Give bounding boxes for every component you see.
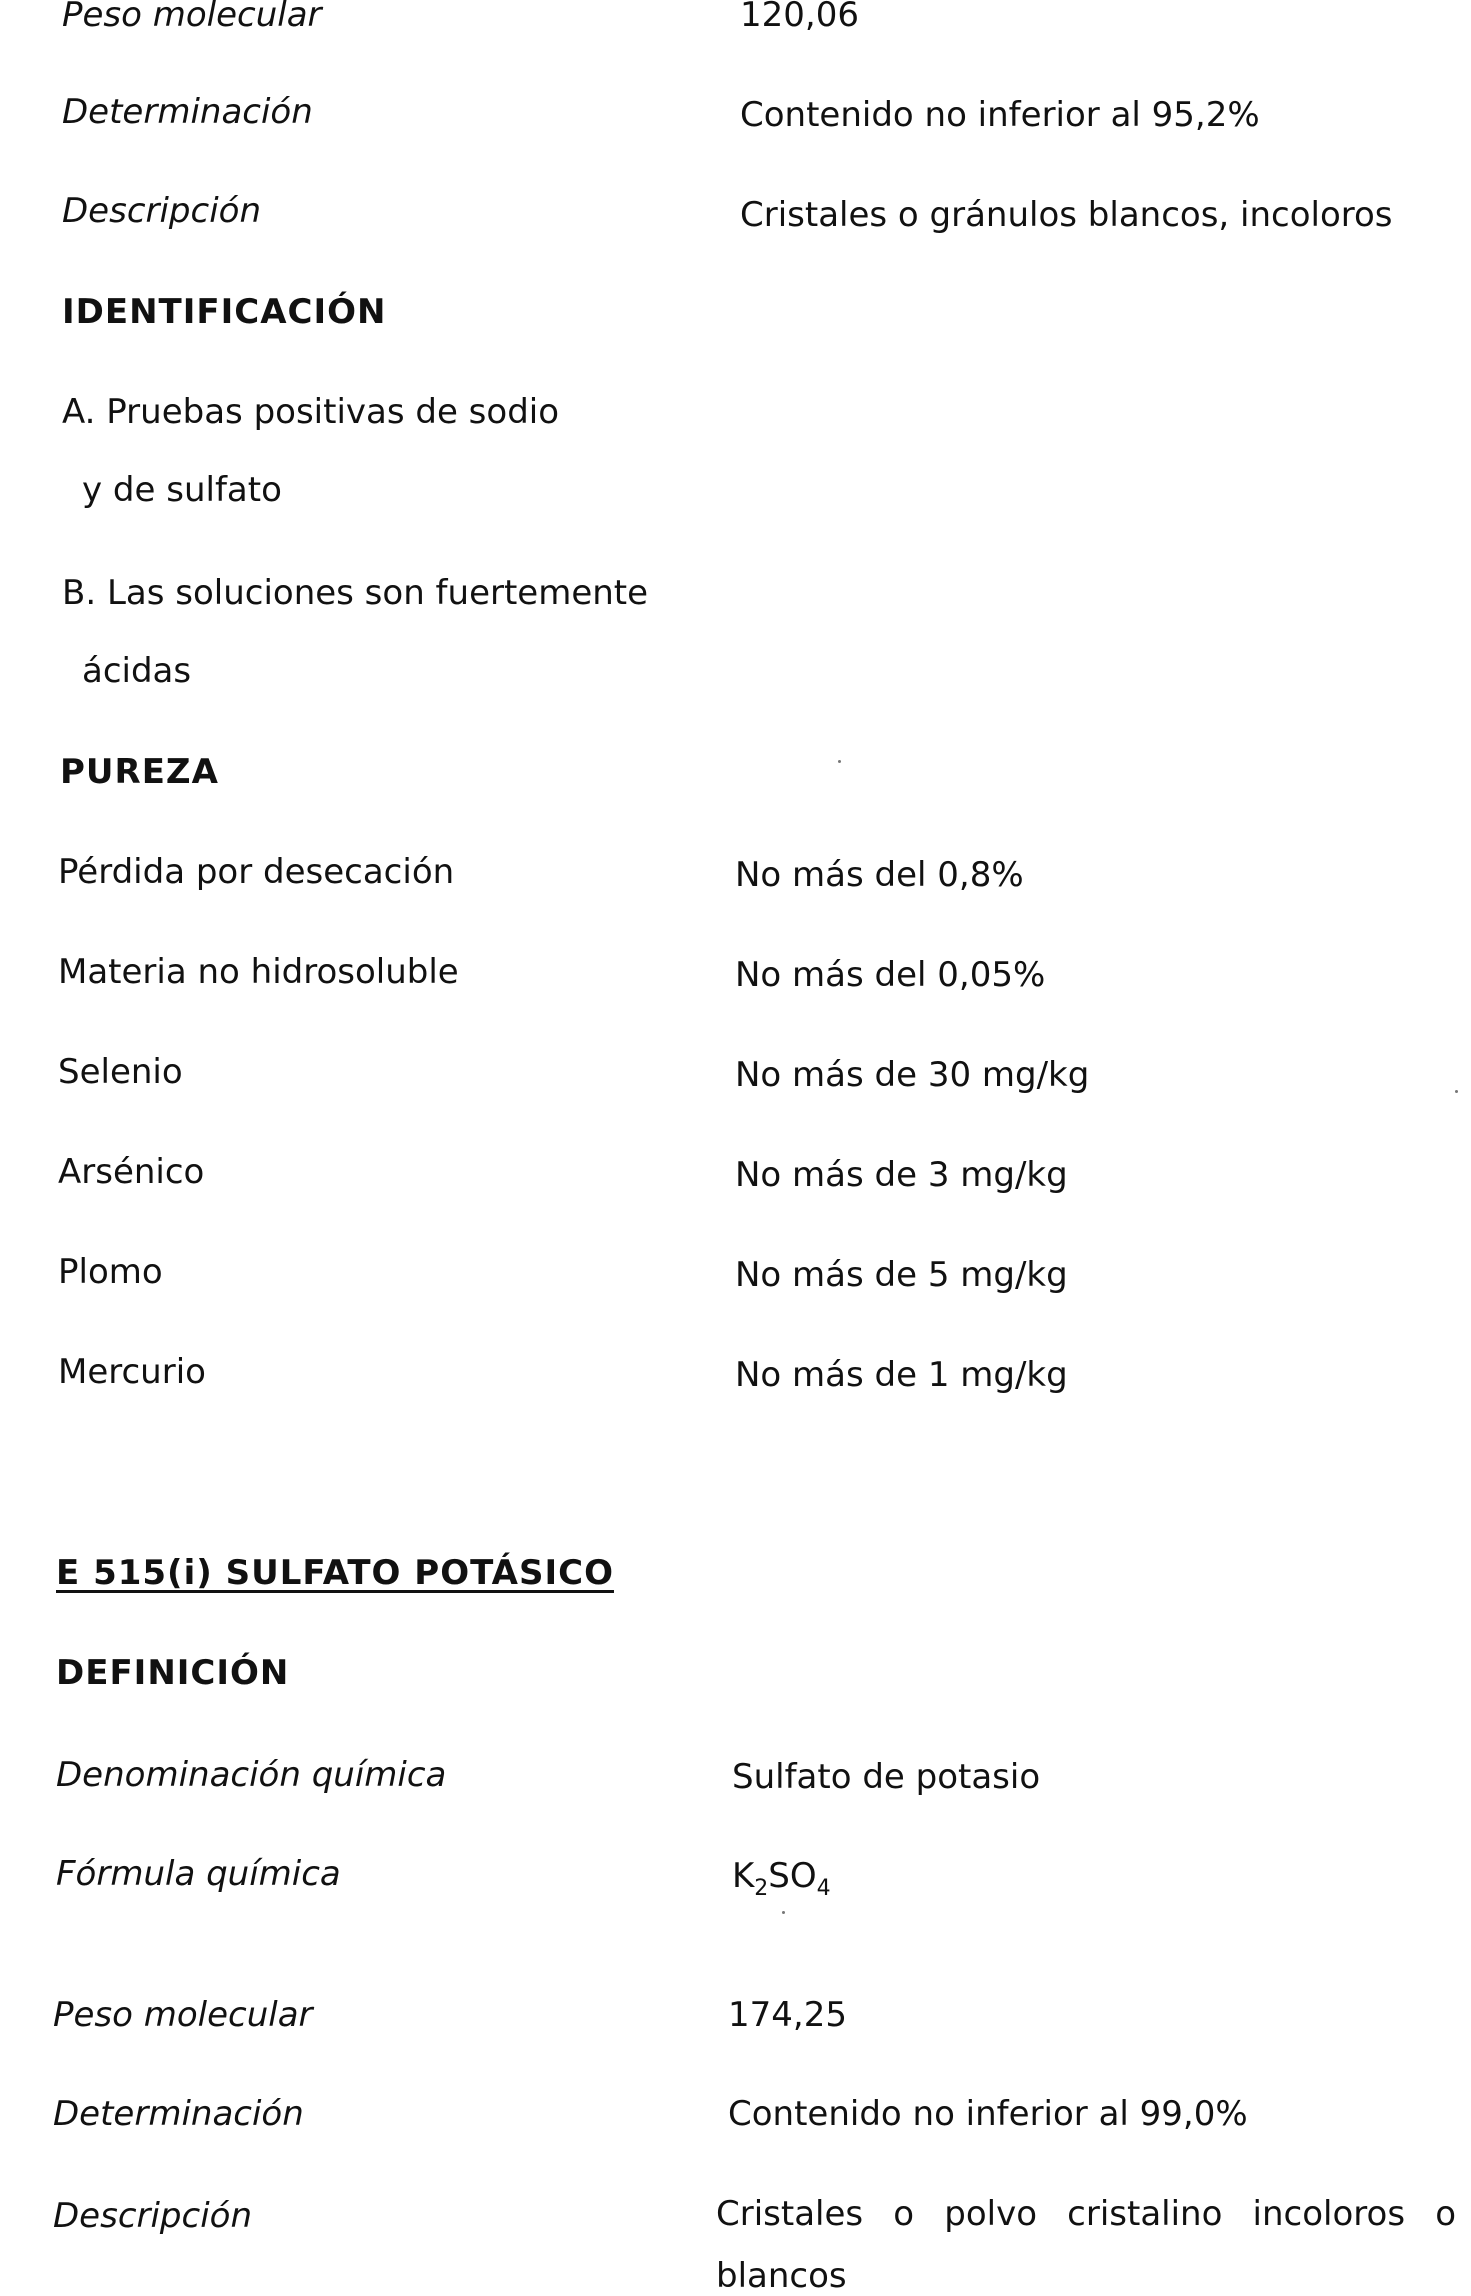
- peso-molecular-value-2: 174,25: [728, 1995, 847, 2035]
- formula-so: SO: [768, 1856, 817, 1896]
- scan-speck: [782, 1911, 785, 1914]
- denominacion-label: Denominación química: [56, 1755, 447, 1795]
- formula-value: [732, 1856, 831, 1909]
- peso-molecular-label-2: Peso molecular: [53, 1995, 313, 2035]
- peso-molecular-value: 120,06: [740, 0, 859, 35]
- pureza-value: No más de 30 mg/kg: [735, 1055, 1090, 1095]
- pureza-value: No más de 5 mg/kg: [735, 1255, 1068, 1295]
- formula-so-sub: 4: [816, 1876, 831, 1901]
- descripcion-label: Descripción: [62, 191, 262, 231]
- identificacion-a-line1: A. Pruebas positivas de sodio: [62, 392, 560, 432]
- pureza-label: Arsénico: [58, 1152, 205, 1192]
- determinacion-label: Determinación: [62, 92, 313, 132]
- pureza-value: No más del 0,05%: [735, 955, 1046, 995]
- descripcion-value-2-line1: Cristales o polvo cristalino incoloros o: [716, 2194, 1456, 2234]
- determinacion-value: Contenido no inferior al 95,2%: [740, 95, 1260, 135]
- formula-k: K: [732, 1856, 755, 1896]
- peso-molecular-label: Peso molecular: [62, 0, 322, 35]
- scan-speck: [838, 760, 841, 763]
- formula-k-sub: 2: [754, 1876, 769, 1901]
- scan-speck: [1455, 1090, 1458, 1093]
- definicion-heading: DEFINICIÓN: [56, 1653, 290, 1693]
- identificacion-a-line2: y de sulfato: [82, 470, 282, 510]
- pureza-heading: PUREZA: [60, 752, 219, 792]
- identificacion-heading: IDENTIFICACIÓN: [62, 292, 387, 332]
- determinacion-value-2: Contenido no inferior al 99,0%: [728, 2094, 1248, 2134]
- denominacion-value: Sulfato de potasio: [732, 1757, 1041, 1797]
- pureza-value: No más del 0,8%: [735, 855, 1024, 895]
- pureza-label: Selenio: [58, 1052, 183, 1092]
- pureza-value: No más de 1 mg/kg: [735, 1355, 1068, 1395]
- pureza-label: Mercurio: [58, 1352, 206, 1392]
- identificacion-b-line2: ácidas: [82, 651, 192, 691]
- descripcion-value: Cristales o gránulos blancos, incoloros: [740, 195, 1393, 235]
- pureza-label: Materia no hidrosoluble: [58, 952, 459, 992]
- descripcion-value-2-line2: blancos: [716, 2256, 847, 2296]
- section-title: E 515(i) SULFATO POTÁSICO: [56, 1553, 614, 1593]
- pureza-value: No más de 3 mg/kg: [735, 1155, 1068, 1195]
- pureza-label: Pérdida por desecación: [58, 852, 455, 892]
- pureza-label: Plomo: [58, 1252, 163, 1292]
- formula-label: Fórmula química: [56, 1854, 341, 1894]
- determinacion-label-2: Determinación: [53, 2094, 304, 2134]
- identificacion-b-line1: B. Las soluciones son fuertemente: [62, 573, 649, 613]
- descripcion-label-2: Descripción: [53, 2196, 253, 2236]
